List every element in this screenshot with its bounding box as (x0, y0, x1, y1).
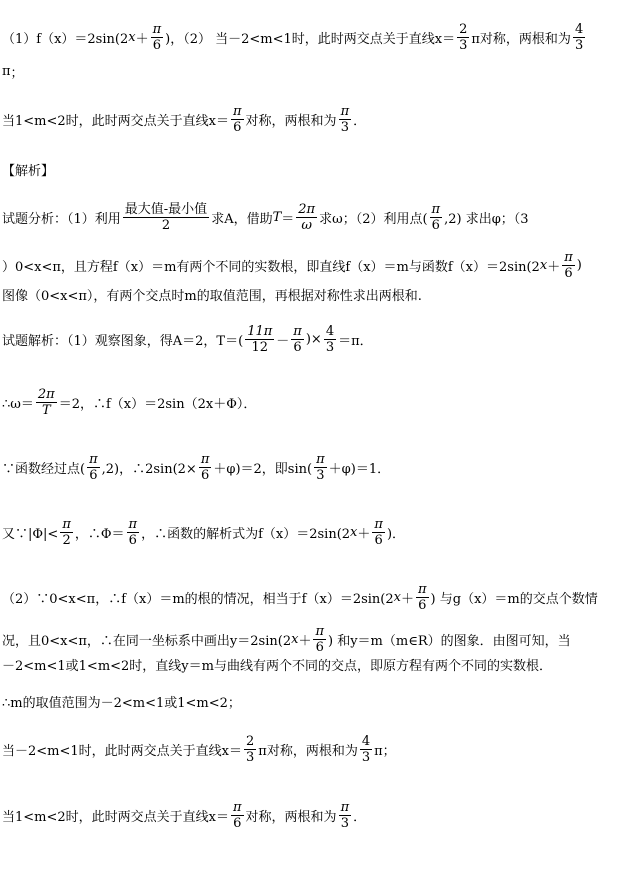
text: ． (353, 114, 367, 129)
fraction-11pi-12: $\frac{11\pi}{12}$ (247, 324, 273, 355)
text: ，∴函数的解析式为f（x）＝2sin(2 (141, 527, 351, 542)
text: 当1<m<2时，此时两交点关于直线x＝ (2, 114, 229, 129)
eq: ＝ (281, 212, 295, 227)
plus: ＋ (400, 592, 414, 607)
text: ,2) 求出φ；（3 (444, 212, 529, 227)
range-line (2, 692, 241, 711)
fraction-4-3: $\frac{4}{3}$ (574, 22, 584, 53)
fraction-pi-6: $\frac{\pi}{6}$ (128, 517, 138, 548)
case1-line (2, 734, 396, 765)
phi-line (2, 517, 405, 548)
point-line (2, 452, 390, 483)
fraction-pi-6: $\frac{\pi}{6}$ (200, 452, 210, 483)
part2-line-1 (2, 582, 598, 613)
text: ＋φ)＝1． (328, 462, 391, 477)
fraction-pi-3: $\frac{\pi}{3}$ (340, 104, 350, 135)
fraction-max-min: $\frac{\text{最大值-最小值}}{2}$ (124, 202, 208, 233)
text: （2）∵0<x<π，∴f（x）＝m的根的情况，相当于f（x）＝2sin(2 (2, 592, 394, 607)
text: 试题解析：（1）观察图象，得A＝2，T＝( (2, 334, 244, 349)
answer-part1-end (2, 62, 24, 81)
part2-line-2 (2, 624, 571, 655)
text: ∴ω＝ (2, 397, 34, 412)
solution-line-1 (2, 324, 373, 355)
case2-line (2, 800, 366, 831)
fraction-2pi-T: $\frac{2\pi}{T}$ (37, 387, 55, 418)
text: 当1<m<2时，此时两交点关于直线x＝ (2, 810, 229, 825)
text: 当－2<m<1时，此时两交点关于直线x＝ (2, 744, 242, 759)
text: ． (353, 810, 367, 825)
text: 求A，借助 (211, 212, 273, 227)
fraction-2pi-omega: $\frac{2\pi}{\omega}$ (298, 202, 316, 233)
var-x: x (539, 258, 548, 273)
plus: ＋ (547, 260, 561, 275)
pi: π (2, 64, 11, 79)
text: 对称，两根和为 (245, 114, 337, 129)
fraction-2-3: $\frac{2}{3}$ (246, 734, 255, 765)
var-T: T (272, 210, 282, 225)
text: ∴m的取值范围为－2<m<1或1<m<2； (2, 696, 241, 711)
plus: ＋ (357, 527, 371, 542)
fraction-pi-6: $\frac{\pi}{6}$ (89, 452, 98, 483)
fraction-pi-6: $\frac{\pi}{6}$ (431, 202, 441, 233)
text: ＝2，∴f（x）＝2sin（2x＋Φ）． (58, 397, 257, 412)
text: 况，且0<x<π，∴在同一坐标系中画出y＝2sin(2 (2, 634, 292, 649)
fraction-pi-6: $\frac{\pi}{6}$ (315, 624, 324, 655)
fraction-pi-3: $\frac{\pi}{3}$ (340, 800, 350, 831)
text: ,2)，∴2sin(2× (101, 462, 197, 477)
var-x: x (291, 632, 299, 647)
analysis-line-2 (2, 250, 582, 281)
text: )，（2） 当－2<m<1时，此时两交点关于直线x＝ (165, 32, 456, 47)
var-x: x (128, 30, 136, 45)
text: 图像（0<x<π），有两个交点时m的取值范围，再根据对称性求出两根和. (2, 289, 422, 304)
fraction-pi-6: $\frac{\pi}{6}$ (293, 324, 302, 355)
text: ＝π． (338, 334, 373, 349)
fraction-2-3: $\frac{2}{3}$ (459, 22, 468, 53)
heading-text: 【解析】 (2, 164, 55, 179)
fraction-pi-3: $\frac{\pi}{3}$ (316, 452, 325, 483)
text: ； (10, 66, 24, 81)
close-paren: ) (576, 258, 582, 273)
text: 又∵|Φ|< (2, 527, 59, 542)
text: ) 和y＝m（m∈R）的图象．由图可知，当 (328, 634, 571, 649)
fraction-4-3: $\frac{4}{3}$ (361, 734, 371, 765)
times: )× (305, 332, 322, 347)
answer-part1b-line (2, 104, 366, 135)
text: ) 与g（x）＝m的交点个数情 (430, 592, 598, 607)
analysis-line-3 (2, 285, 422, 304)
fraction-pi-6: $\frac{\pi}{6}$ (152, 22, 162, 53)
fraction-pi-6: $\frac{\pi}{6}$ (233, 800, 242, 831)
minus: － (276, 334, 290, 349)
omega-line (2, 387, 256, 418)
text: )． (386, 527, 406, 542)
fraction-4-3: $\frac{4}{3}$ (325, 324, 335, 355)
fraction-pi-6: $\frac{\pi}{6}$ (233, 104, 242, 135)
var-x: x (350, 525, 358, 540)
text: π对称，两根和为 (258, 744, 358, 759)
part2-line-3 (2, 655, 552, 674)
plus: ＋ (298, 634, 312, 649)
analysis-line-1 (2, 202, 529, 233)
text: ∵函数经过点( (2, 462, 86, 477)
text: （1）f（x）＝2sin(2 (2, 32, 129, 47)
text: 试题分析：（1）利用 (2, 212, 121, 227)
fraction-pi-6: $\frac{\pi}{6}$ (374, 517, 383, 548)
fraction-pi-2: $\frac{\pi}{2}$ (62, 517, 71, 548)
fraction-pi-6: $\frac{\pi}{6}$ (418, 582, 427, 613)
text: －2<m<1或1<m<2时，直线y＝m与曲线有两个不同的交点，即原方程有两个不同的实数根． (2, 659, 552, 674)
text: ，∴Φ＝ (74, 527, 125, 542)
text: ）0<x<π，且方程f（x）＝m有两个不同的实数根，即直线f（x）＝m与函数f（x）＝2sin(2 (2, 260, 540, 275)
var-x: x (393, 590, 401, 605)
text: π； (374, 744, 396, 759)
answer-part1-line (2, 22, 587, 53)
text: ＋φ)＝2，即sin( (213, 462, 313, 477)
plus: ＋ (135, 32, 149, 47)
section-heading (2, 160, 54, 179)
fraction-pi-6: $\frac{\pi}{6}$ (564, 250, 573, 281)
text: 求ω；（2）利用点( (319, 212, 428, 227)
text: 对称，两根和为 (245, 810, 337, 825)
text: π对称，两根和为 (471, 32, 571, 47)
